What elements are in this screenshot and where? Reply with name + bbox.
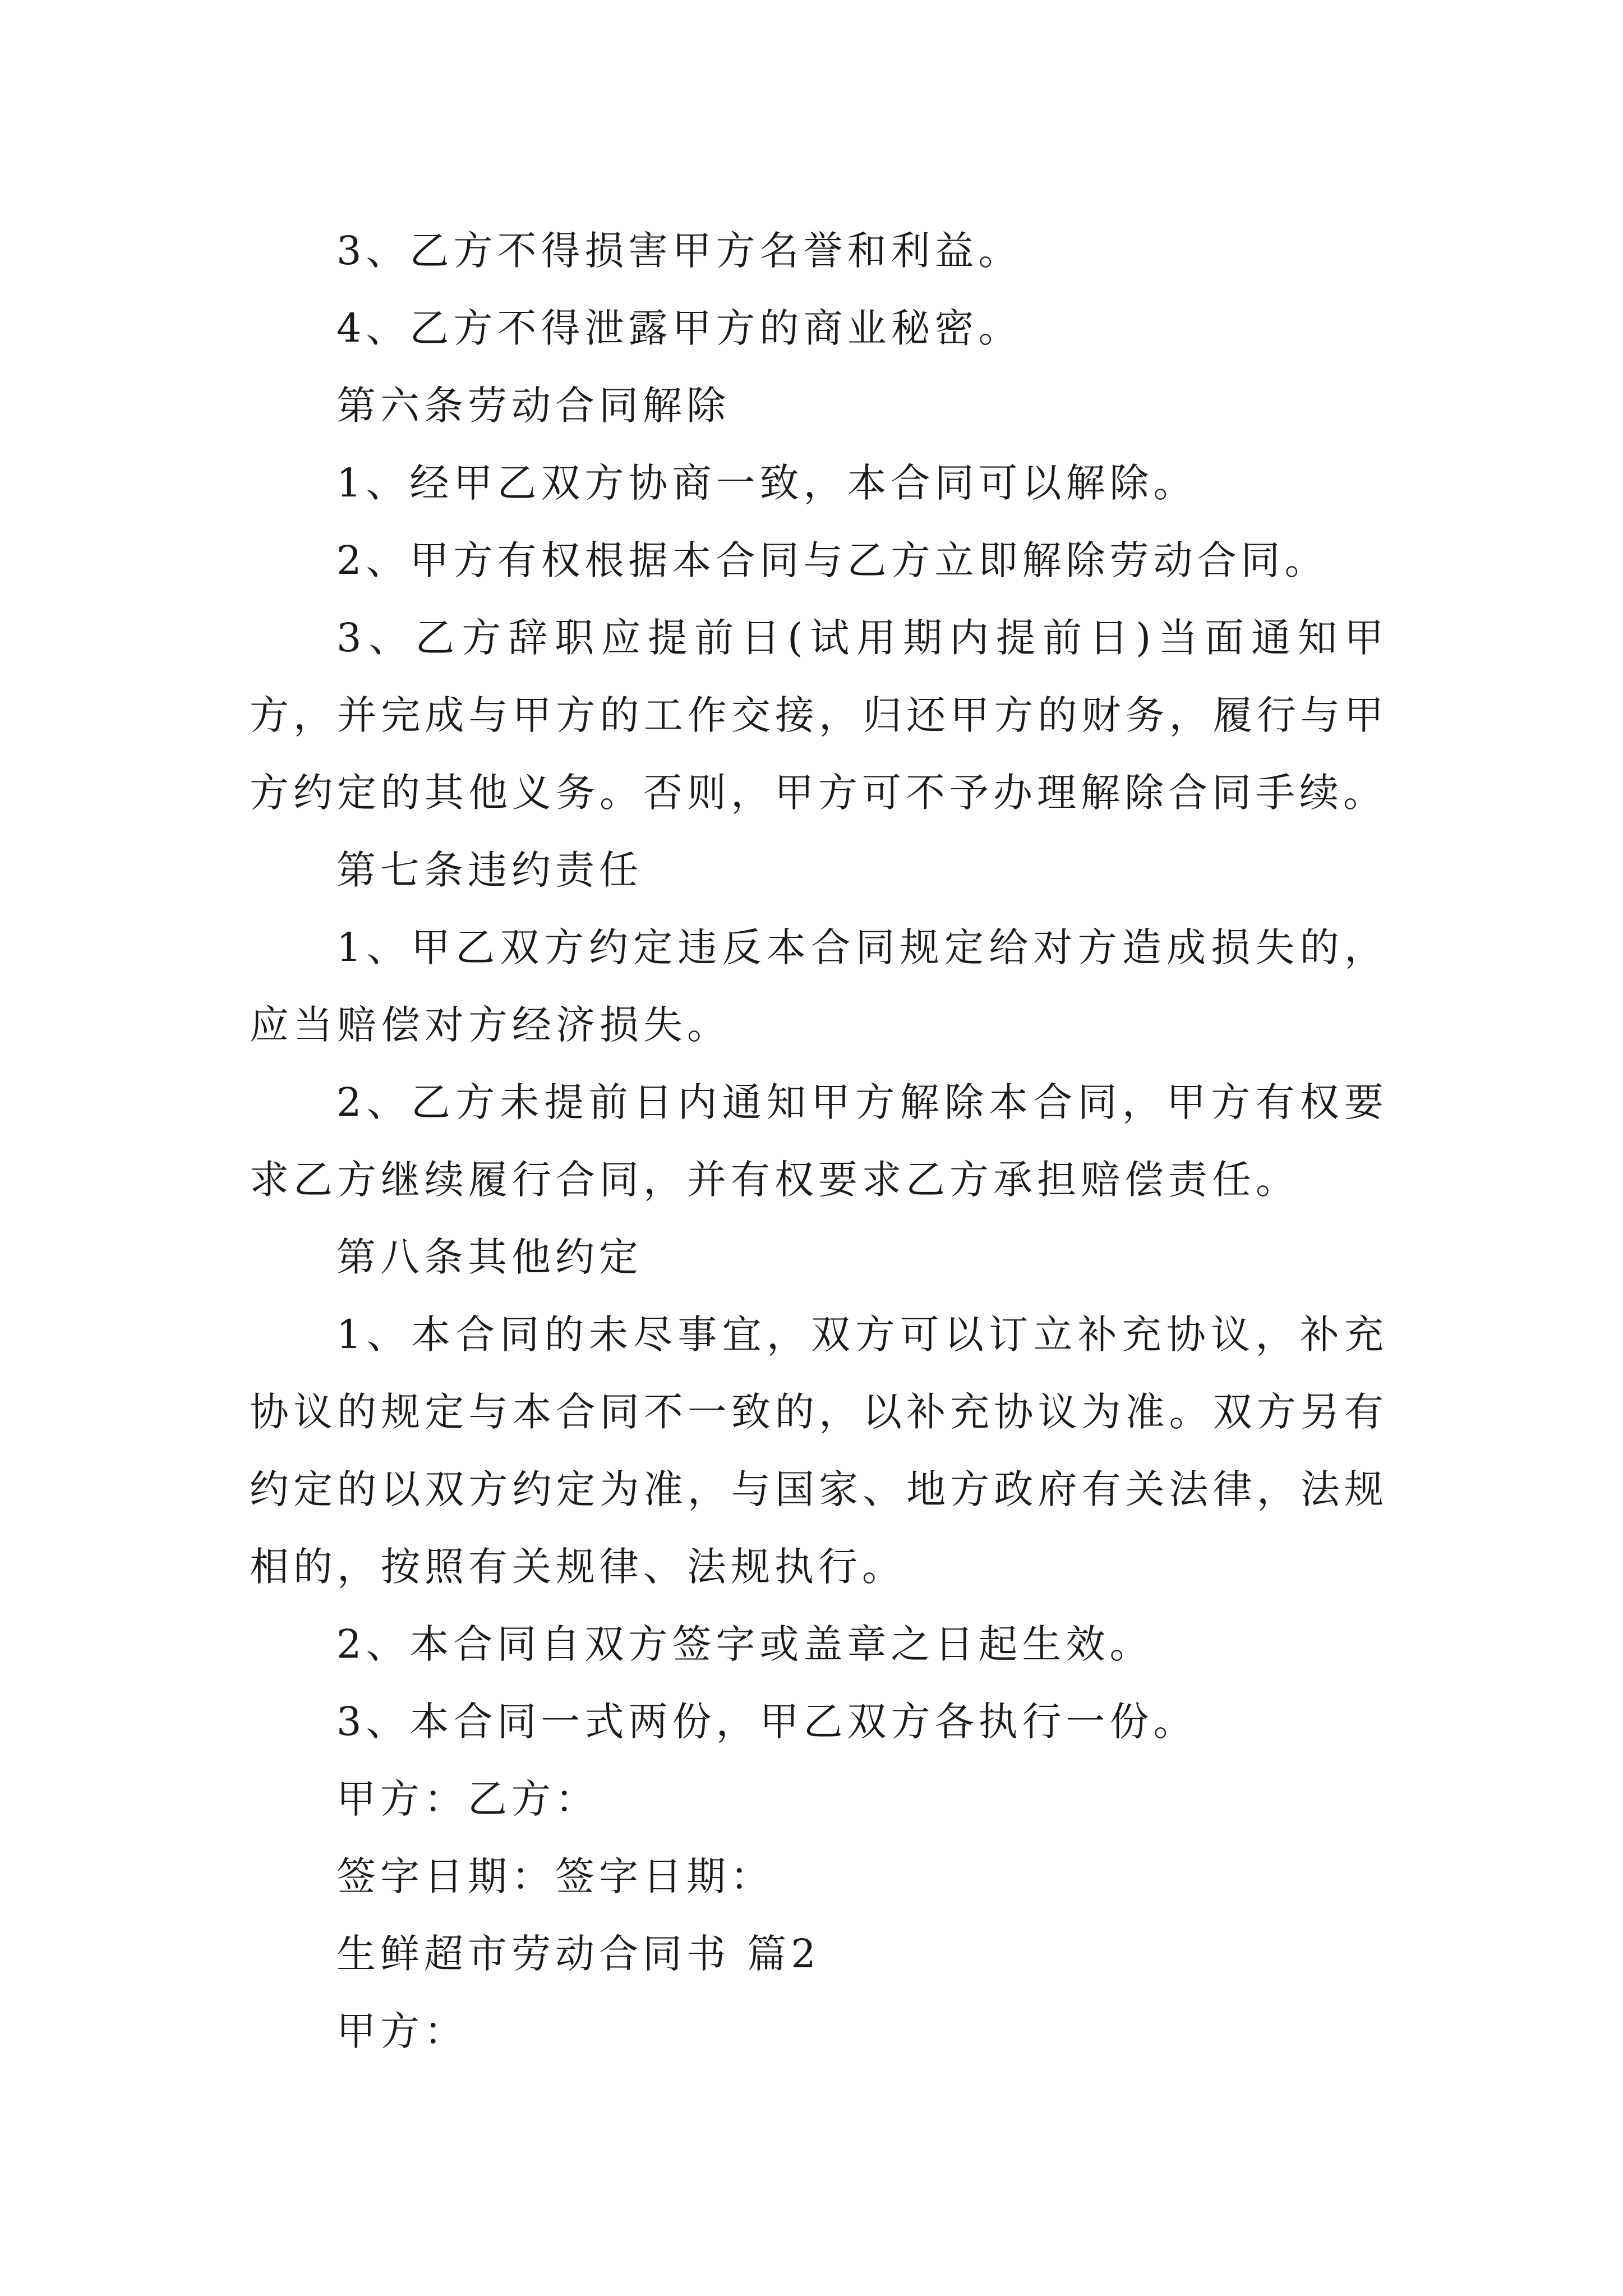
section-heading: 第七条违约责任 xyxy=(336,847,643,893)
paragraph: 1、甲乙双方约定违反本合同规定给对方造成损失的，应当赔偿对方经济损失。 xyxy=(250,924,1388,1048)
paragraph: 2、本合同自双方签字或盖章之日起生效。 xyxy=(336,1621,1154,1667)
paragraph: 1、本合同的未尽事宜，双方可以订立补充协议，补充协议的规定与本合同不一致的，以补充协议为准。双方另有约定的以双方约定为准，与国家、地方政府有关法律，法规相的，按照有关规律、法规执行。 xyxy=(250,1312,1388,1590)
section-heading: 第八条其他约定 xyxy=(336,1234,643,1280)
paragraph: 2、甲方有权根据本合同与乙方立即解除劳动合同。 xyxy=(336,537,1329,583)
signature-parties: 甲方：乙方： xyxy=(336,1776,599,1822)
paragraph: 4、乙方不得泄露甲方的商业秘密。 xyxy=(336,305,1022,351)
paragraph: 3、乙方不得损害甲方名誉和利益。 xyxy=(336,228,1022,274)
party-a-label: 甲方： xyxy=(336,2008,468,2054)
paragraph: 2、乙方未提前日内通知甲方解除本合同，甲方有权要求乙方继续履行合同，并有权要求乙方承担赔偿责任。 xyxy=(250,1079,1388,1203)
paragraph: 1、经甲乙双方协商一致，本合同可以解除。 xyxy=(336,460,1197,506)
signature-dates: 签字日期：签字日期： xyxy=(336,1853,774,1899)
document-body xyxy=(250,212,1388,2070)
paragraph: 3、乙方辞职应提前日(试用期内提前日)当面通知甲方，并完成与甲方的工作交接，归还甲方的财务，履行与甲方约定的其他义务。否则，甲方可不予办理解除合同手续。 xyxy=(250,615,1388,816)
section-heading: 第六条劳动合同解除 xyxy=(336,383,730,429)
document-title: 生鲜超市劳动合同书 篇2 xyxy=(336,1931,820,1977)
paragraph: 3、本合同一式两份，甲乙双方各执行一份。 xyxy=(336,1699,1197,1745)
